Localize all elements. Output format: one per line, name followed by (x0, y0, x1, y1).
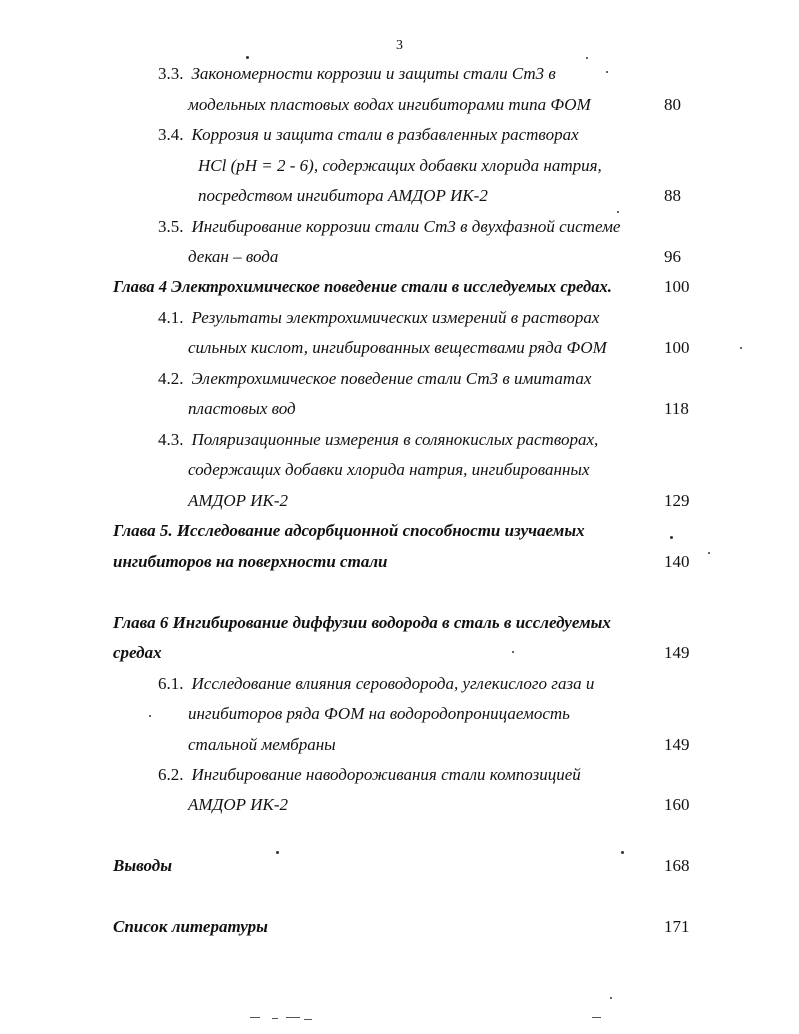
toc-text-continued: пластовых вод (188, 399, 296, 418)
scan-speck (250, 1017, 260, 1018)
scan-speck (708, 552, 710, 554)
scan-speck (670, 536, 673, 539)
section-number: 6.1. (158, 674, 184, 693)
toc-page-number: 160 (664, 795, 690, 814)
toc-text: Электрохимическое поведение стали Ст3 в имитатах (191, 369, 592, 388)
toc-entry-4-1 (158, 308, 599, 328)
toc-page-number: 168 (664, 856, 690, 875)
scan-speck (512, 651, 514, 653)
toc-entry-4-3 (158, 430, 598, 450)
toc-text-continued: АМДОР ИК-2 (188, 491, 288, 510)
toc-page-number: 149 (664, 643, 690, 662)
scan-speck (286, 1017, 300, 1018)
toc-entry-3-3 (158, 64, 556, 84)
toc-text-continued: сильных кислот, ингибированных веществами ряда ФОМ (188, 338, 607, 357)
toc-page-number: 149 (664, 735, 690, 754)
toc-entry-3-4 (158, 125, 579, 145)
scan-speck (740, 347, 742, 349)
scan-speck (272, 1018, 278, 1019)
toc-page-number: 100 (664, 338, 690, 357)
toc-page-number: 171 (664, 917, 690, 936)
toc-page-number: 80 (664, 95, 681, 114)
section-number: 6.2. (158, 765, 184, 784)
toc-text-continued: декан – вода (188, 247, 279, 266)
scan-speck (246, 56, 249, 59)
scan-speck (617, 211, 619, 213)
toc-text: Исследование влияния сероводорода, углекислого газа и (191, 674, 595, 693)
toc-page-number: 88 (664, 186, 681, 205)
scan-speck (304, 1019, 312, 1020)
toc-text: Ингибирование коррозии стали Ст3 в двухфазной системе (191, 217, 621, 236)
scan-speck (621, 851, 624, 854)
toc-text-continued: посредством ингибитора АМДОР ИК-2 (198, 186, 488, 205)
toc-page-number: 96 (664, 247, 681, 266)
toc-page-number: 140 (664, 552, 690, 571)
toc-text-continued: АМДОР ИК-2 (188, 795, 288, 814)
section-number: 3.3. (158, 64, 184, 83)
section-number: 4.3. (158, 430, 184, 449)
section-number: 4.1. (158, 308, 184, 327)
toc-text-continued: модельных пластовых водах ингибиторами типа ФОМ (188, 95, 591, 114)
toc-chapter-6-continued: средах (113, 643, 162, 662)
toc-chapter-4: Глава 4 Электрохимическое поведение стали в исследуемых средах. (113, 277, 612, 296)
toc-entry-4-2 (158, 369, 591, 389)
page-number: 3 (396, 38, 403, 53)
toc-page-number: 118 (664, 399, 689, 418)
toc-text: Коррозия и защита стали в разбавленных растворах (191, 125, 579, 144)
scan-speck (610, 997, 612, 999)
toc-text: Поляризационные измерения в солянокислых растворах, (191, 430, 599, 449)
toc-entry-6-2 (158, 765, 581, 785)
section-number: 3.5. (158, 217, 184, 236)
toc-conclusions: Выводы (113, 856, 173, 875)
toc-chapter-5-continued: ингибиторов на поверхности стали (113, 552, 388, 571)
scan-speck (586, 57, 588, 59)
toc-text-continued: ингибиторов ряда ФОМ на водородопроницаемость (188, 704, 570, 723)
toc-page-number: 100 (664, 277, 690, 296)
toc-page-number: 129 (664, 491, 690, 510)
toc-text: Ингибирование наводороживания стали композицией (191, 765, 581, 784)
scan-speck (606, 71, 608, 73)
toc-text: Результаты электрохимических измерений в растворах (191, 308, 600, 327)
toc-text-continued: HCl (pH = 2 - 6), содержащих добавки хлорида натрия, (198, 156, 602, 175)
section-number: 4.2. (158, 369, 184, 388)
toc-references: Список литературы (113, 917, 268, 936)
scan-speck (592, 1017, 601, 1018)
scan-speck (276, 851, 279, 854)
section-number: 3.4. (158, 125, 184, 144)
toc-text-continued: стальной мембраны (188, 735, 336, 754)
toc-chapter-6: Глава 6 Ингибирование диффузии водорода в сталь в исследуемых (113, 613, 611, 632)
scan-speck (149, 715, 151, 717)
toc-chapter-5: Глава 5. Исследование адсорбционной способности изучаемых (113, 521, 585, 540)
toc-text-continued: содержащих добавки хлорида натрия, ингибированных (188, 460, 590, 479)
toc-text: Закономерности коррозии и защиты стали Ст3 в (191, 64, 556, 83)
toc-entry-3-5 (158, 217, 620, 237)
toc-entry-6-1 (158, 674, 594, 694)
